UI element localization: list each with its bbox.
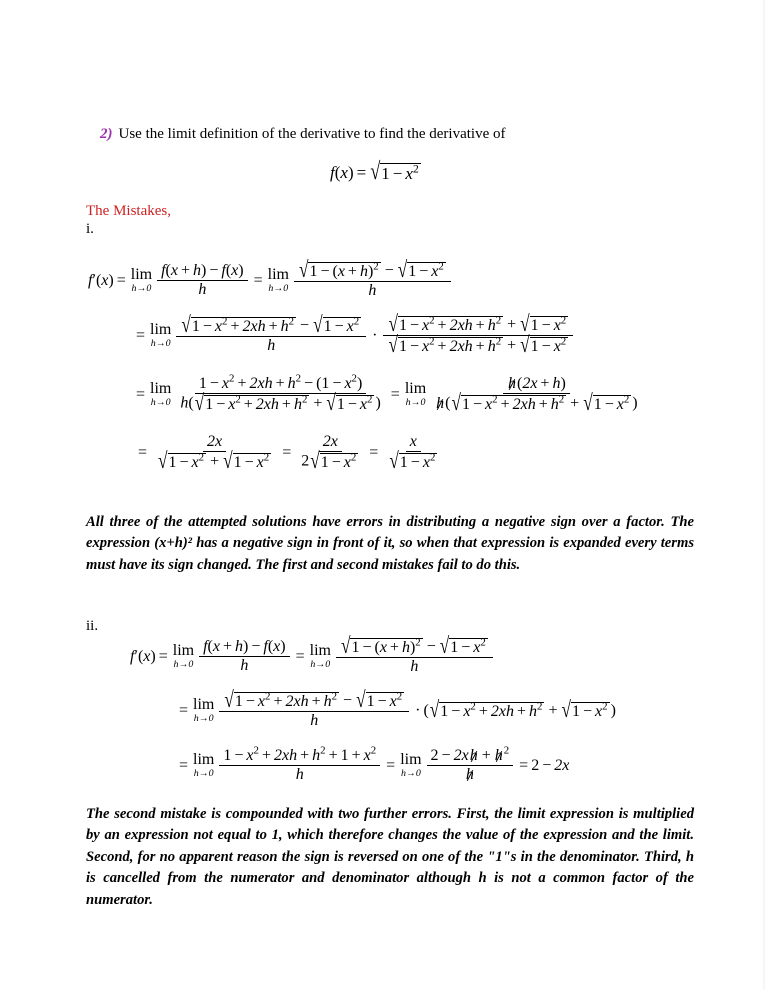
derivation-ii-line-1: f ′ ( x ) = lim h→0 $\frac{f(x + h) - f(x)}{h}$ = lim h→0 √ $1 - (x + h)^2$ − √ $1 - x^2$ h bbox=[130, 638, 496, 675]
derivation-i-line-4: = 2x √ $1 - x^2$ + √ $1 - x^2$ = 2x 2 √ $1 - x^2$ = x √ $1 - x^2$ bbox=[138, 433, 436, 474]
cancelled-h: h bbox=[465, 766, 474, 783]
cancelled-h: h bbox=[494, 747, 503, 764]
commentary-paragraph-1: All three of the attempted solutions have errors in distributing a negative sign over a factor. The expression (x+h)² has a negative sign in front of it, so when that expression is expanded every terms must have its sign changed. The first and second mistakes fail to do this. bbox=[86, 514, 694, 573]
question-prompt bbox=[100, 125, 700, 145]
cancelled-h: h bbox=[507, 375, 516, 392]
derivation-i-line-3: = lim h→0 $1 - x^2 + 2xh + h^2 - (1 - x^2)$ h( √ $1 - x^2 + 2xh + h^2$ + √ $1 - x^2$ ) = lim h→0 h(2x + h) h( √ $1 - x^2 + 2xh + h^2$ + √ $1 - x^2$ ) bbox=[136, 372, 638, 416]
question-text: Use the limit definition of the derivative to find the derivative of bbox=[118, 126, 506, 142]
question-number: 2) bbox=[100, 126, 113, 142]
function-definition-equation: f ( x ) = √ $1 - x^2$ bbox=[330, 157, 419, 184]
derivation-ii-line-3: = lim h→0 $\frac{1 - x^2 + 2xh + h^2 + 1 + x^2}{h}$ = lim h→0 $\frac{2 - 2xh + h^2}{h}$ = 2 − 2x bbox=[179, 744, 570, 783]
derivation-i-line-1: f ′ ( x ) = lim h→0 $\frac{f(x + h) - f(x)}{h}$ = lim h→0 √ $1 - (x + h)^2$ − √ $1 - x^2$ h bbox=[88, 262, 454, 299]
commentary-paragraph-2: The second mistake is compounded with two further errors. First, the limit expression is multiplied by an expression not equal to 1, which therefore changes the value of the expression and the limit. Second, for no apparent reason the sign is reversed on one of the "1"s in the denominator. Third, h is cancelled from the numerator and denominator although h is not a common factor of the numerator. bbox=[86, 806, 694, 908]
cancelled-h: h bbox=[469, 747, 478, 764]
derivation-ii-line-2: = lim h→0 √ $1 - x^2 + 2xh + h^2$ − √ $1 - x^2$ h · ( √ $1 - x^2 + 2xh + h^2$ + √ $1 - x^2$ ) bbox=[179, 687, 616, 729]
cancelled-h: h bbox=[436, 394, 445, 412]
mistakes-heading: The Mistakes, bbox=[86, 203, 171, 219]
derivation-i-line-2: = lim h→0 √ $1 - x^2 + 2xh + h^2$ − √ $1 - x^2$ h · √ $1 - x^2 + 2xh + h^2$ + √ $1 - x^2$ √ $1 - x^2 + 2xh + h^2$ + √ $1 - x^2$ bbox=[133, 316, 576, 355]
item-label-ii: ii. bbox=[86, 618, 99, 634]
item-label-i: i. bbox=[86, 221, 94, 237]
